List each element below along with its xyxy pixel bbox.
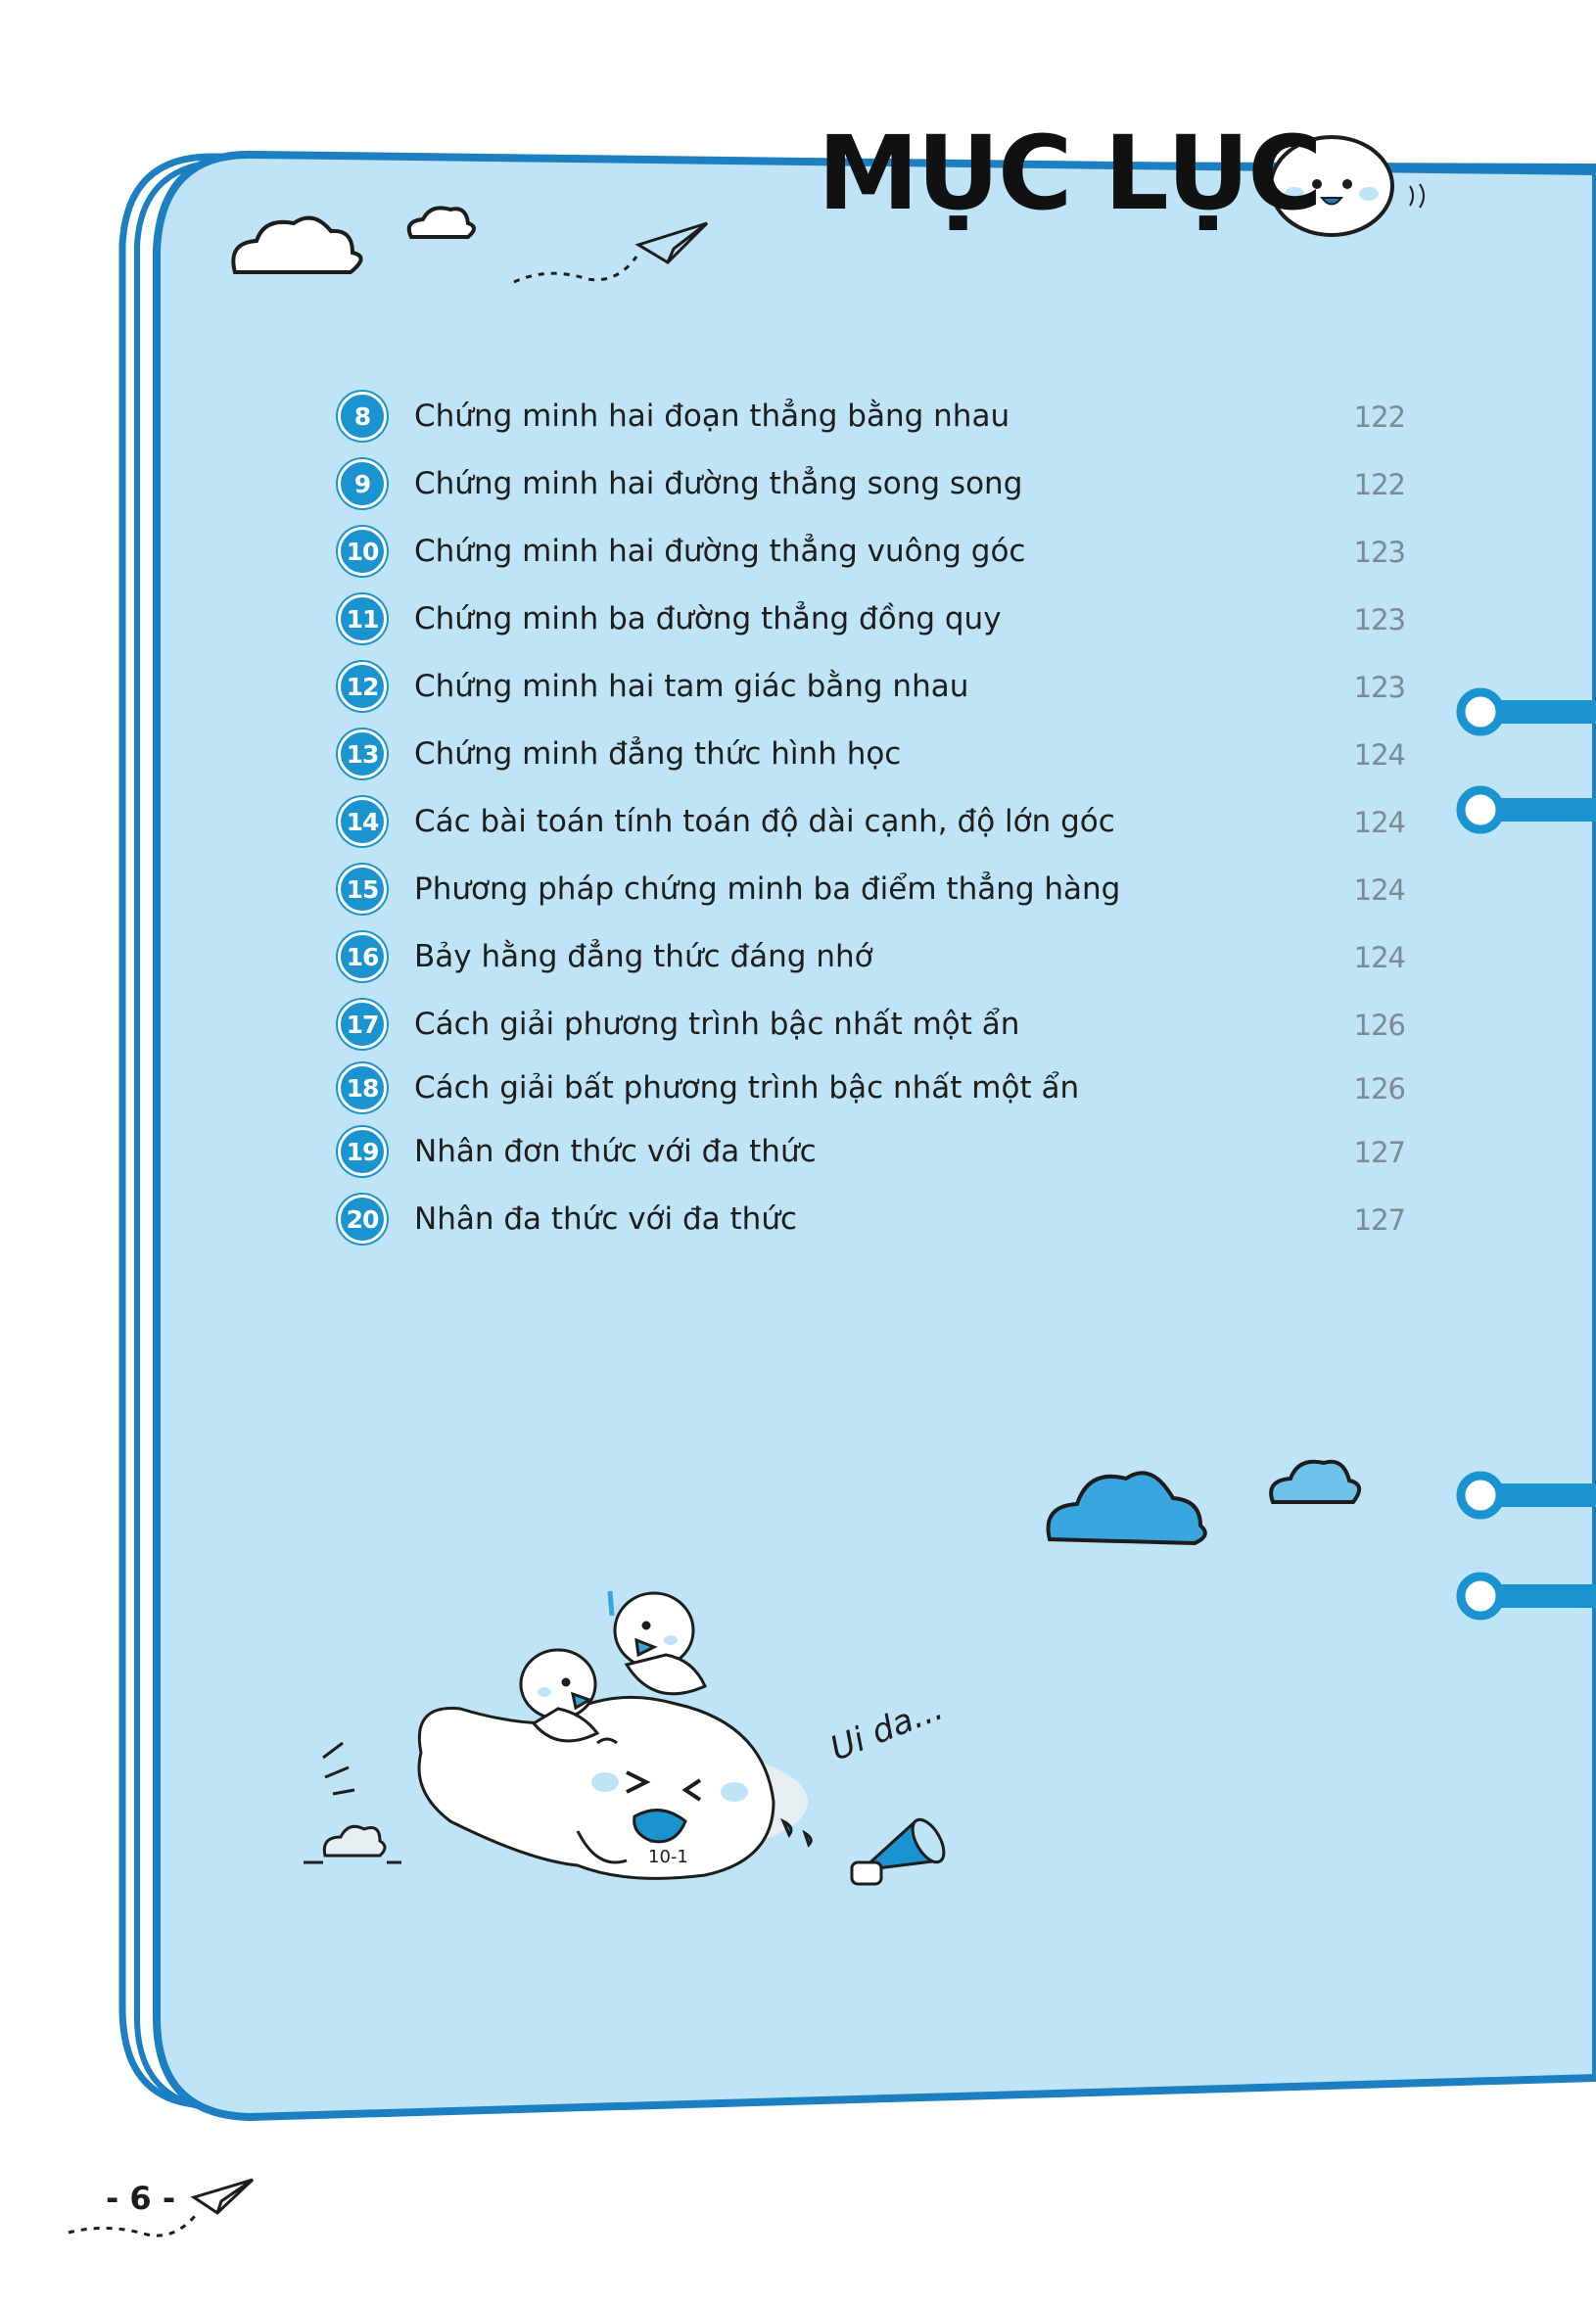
toc-item-number: 19 xyxy=(338,1127,387,1176)
toc-item-title: Chứng minh hai đường thẳng song song xyxy=(414,466,1023,501)
toc-item-number: 8 xyxy=(338,392,387,441)
toc-item[interactable] xyxy=(338,1000,1405,1055)
toc-item-number: 10 xyxy=(338,527,387,576)
toc-item[interactable] xyxy=(338,1127,1405,1182)
bruise-label xyxy=(646,1841,705,1870)
toc-item-number: 12 xyxy=(338,662,387,711)
toc-item-page: 123 xyxy=(1353,603,1405,636)
toc-item-number: 18 xyxy=(338,1063,387,1112)
toc-item[interactable] xyxy=(338,527,1405,582)
toc-item[interactable] xyxy=(338,865,1405,919)
toc-item-page: 126 xyxy=(1353,1072,1405,1106)
toc-item[interactable] xyxy=(338,932,1405,987)
toc-item[interactable] xyxy=(338,1195,1405,1249)
toc-item[interactable] xyxy=(338,729,1405,784)
toc-item-number: 9 xyxy=(338,459,387,508)
toc-item-title: Phương pháp chứng minh ba điểm thẳng hàng xyxy=(414,871,1121,907)
toc-item-page: 122 xyxy=(1353,400,1405,434)
toc-item-title: Chứng minh hai tam giác bằng nhau xyxy=(414,669,969,704)
toc-item-page: 123 xyxy=(1353,671,1405,704)
speech-text: Ui da... xyxy=(824,1688,949,1769)
toc-item-page: 124 xyxy=(1353,873,1405,907)
toc-item-page: 127 xyxy=(1353,1136,1405,1169)
bruise-text: 10-1 xyxy=(648,1847,688,1867)
page-number: - 6 - xyxy=(106,2180,176,2217)
toc-item-number: 11 xyxy=(338,594,387,643)
toc-item-title: Cách giải bất phương trình bậc nhất một ẩn xyxy=(414,1070,1080,1106)
toc-item-title: Nhân đa thức với đa thức xyxy=(414,1201,798,1237)
page-title: MỤC LỤC xyxy=(818,114,1321,233)
toc-item[interactable] xyxy=(338,797,1405,852)
toc-item-page: 124 xyxy=(1353,941,1405,974)
toc-item-page: 122 xyxy=(1353,468,1405,501)
toc-item-page: 123 xyxy=(1353,536,1405,569)
toc-item-number: 16 xyxy=(338,932,387,981)
toc-item-title: Chứng minh hai đoạn thẳng bằng nhau xyxy=(414,399,1010,434)
toc-item-page: 124 xyxy=(1353,806,1405,839)
toc-item[interactable] xyxy=(338,1063,1405,1118)
toc-item[interactable] xyxy=(338,594,1405,649)
toc-item-number: 13 xyxy=(338,729,387,778)
toc-item[interactable] xyxy=(338,392,1405,447)
toc-item-title: Chứng minh đẳng thức hình học xyxy=(414,736,902,772)
toc-item-title: Chứng minh ba đường thẳng đồng quy xyxy=(414,601,1002,636)
toc-item-title: Cách giải phương trình bậc nhất một ẩn xyxy=(414,1007,1020,1042)
toc-item-title: Các bài toán tính toán độ dài cạnh, độ lớn góc xyxy=(414,804,1115,839)
toc-item-number: 20 xyxy=(338,1195,387,1244)
toc-item-page: 127 xyxy=(1353,1203,1405,1237)
toc-item-title: Chứng minh hai đường thẳng vuông góc xyxy=(414,534,1026,569)
toc-item-number: 14 xyxy=(338,797,387,846)
toc-item-page: 124 xyxy=(1353,738,1405,772)
toc-item[interactable] xyxy=(338,662,1405,717)
toc-item[interactable] xyxy=(338,459,1405,514)
toc-item-title: Nhân đơn thức với đa thức xyxy=(414,1134,817,1169)
toc-item-title: Bảy hằng đẳng thức đáng nhớ xyxy=(414,939,873,974)
toc-item-number: 17 xyxy=(338,1000,387,1049)
toc-item-number: 15 xyxy=(338,865,387,914)
toc-item-page: 126 xyxy=(1353,1009,1405,1042)
